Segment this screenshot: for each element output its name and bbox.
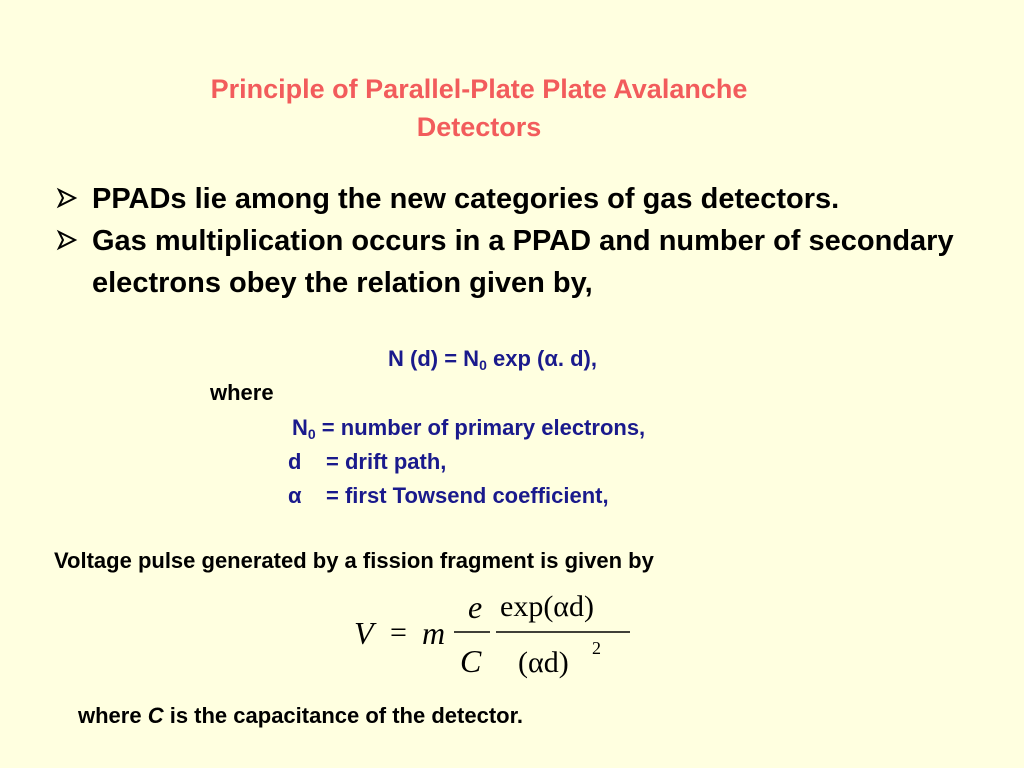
bullet-item-1 [56, 178, 1006, 220]
slide-title [100, 70, 858, 146]
title-line-1: Principle of Parallel-Plate Plate Avalanche [210, 74, 748, 104]
formula-equals: = [390, 616, 407, 649]
definition-d [288, 449, 446, 475]
bullet-text-1: PPADs lie among the new categories of gas detectors. [92, 183, 840, 215]
definition-subscript: 0 [307, 426, 316, 442]
title-line-2: Detectors [416, 112, 542, 142]
capacitance-note [78, 703, 523, 729]
equation-lhs: N (d) = N [388, 346, 480, 371]
growth-equation [388, 346, 597, 372]
equation-rhs: exp (α. d), [486, 346, 597, 371]
definition-symbol: α [288, 483, 302, 508]
formula-exponent: 2 [592, 638, 601, 658]
bullet-text-2: Gas multiplication occurs in a PPAD and number of secondary electrons obey the relation given by, [92, 225, 954, 299]
capacitance-note-prefix: where [78, 703, 148, 728]
arrow-bullet-icon [56, 229, 78, 251]
voltage-intro: Voltage pulse generated by a fission fragment is given by [54, 548, 654, 573]
definition-text: = drift path, [326, 449, 447, 474]
bullet-list [56, 178, 1006, 304]
definition-n0 [292, 415, 645, 441]
definition-symbol: d [288, 449, 302, 474]
equation-subscript: 0 [479, 357, 487, 373]
formula-graphic [330, 580, 650, 690]
formula-c: C [460, 643, 482, 679]
definition-alpha [288, 483, 609, 509]
where-label: where [210, 380, 274, 405]
bullet-item-2 [56, 220, 1006, 304]
voltage-formula [330, 580, 650, 690]
formula-m: m [422, 615, 446, 651]
formula-v: V [354, 615, 374, 651]
definition-symbol: N [292, 415, 308, 440]
capacitance-variable: C [147, 703, 164, 728]
formula-numerator: exp(αd) [500, 590, 595, 623]
arrow-bullet-icon [56, 187, 78, 209]
formula-e: e [468, 589, 483, 625]
definition-text: = first Towsend coefficient, [326, 483, 609, 508]
definition-text: = number of primary electrons, [315, 415, 646, 440]
formula-denominator: (αd) [518, 646, 569, 679]
capacitance-note-suffix: is the capacitance of the detector. [163, 703, 524, 728]
